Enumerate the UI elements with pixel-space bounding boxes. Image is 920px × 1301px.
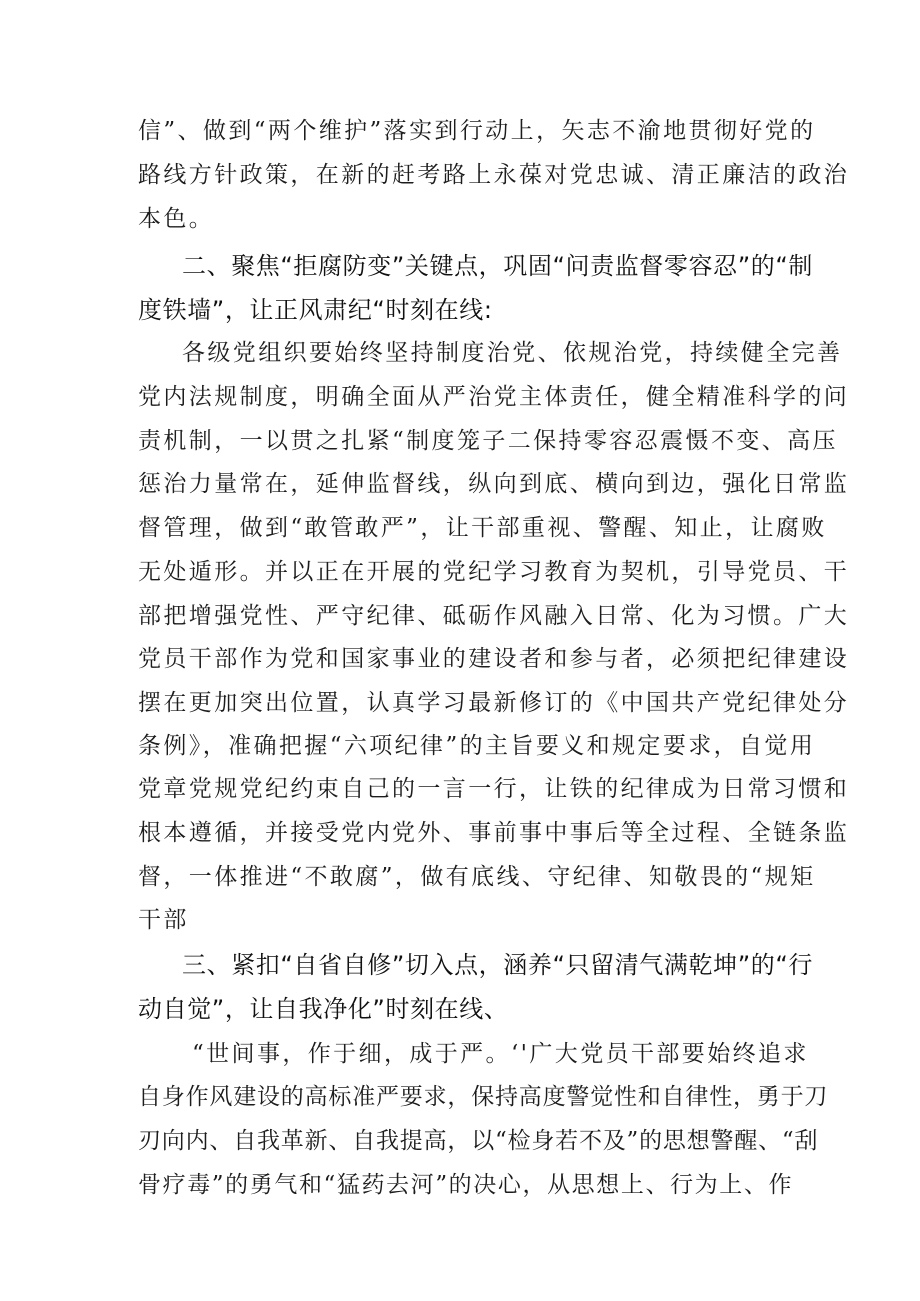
section2-heading-line-2: 度铁墙”，让正风肃纪“时刻在线: — [138, 296, 493, 324]
section2-body-line-3: 责机制，一以贯之扎紧“制度笼子二保持零容忍震慑不变、高压 — [138, 428, 838, 454]
section3-body-line-1: “世间事，作于细，成于严。‘'广大党员干部要始终追求 — [192, 1041, 809, 1067]
section2-body-line-1: 各级党组织要始终坚持制度治党、依规治党，持续健全完善 — [182, 340, 843, 366]
section2-body-line-2: 党内法规制度，明确全面从严治党主体责任，健全精准科学的问 — [138, 384, 850, 410]
section2-body-line-9: 摆在更加突出位置，认真学习最新修订的《中国共产党纪律处分 — [138, 690, 850, 716]
intro-line-2: 路线方针政策，在新的赶考路上永葆对党忠诚、清正廉洁的政治 — [138, 162, 850, 188]
intro-line-1: 信”、做到“两个维护”落实到行动上，矢志不渝地贯彻好党的 — [138, 118, 816, 144]
section3-body-line-4: 骨疗毒”的勇气和“猛药去河”的决心，从思想上、行为上、作 — [138, 1172, 794, 1198]
section2-body-line-5: 督管理，做到“敢管敢严”，让干部重视、警醒、知止，让腐败 — [138, 515, 827, 541]
section3-heading-line-2: 动自觉”，让自我净化”时刻在线、 — [138, 995, 509, 1023]
section2-body-line-13: 督，一体推进“不敢腐”，做有底线、守纪律、知敬畏的“规矩 — [138, 864, 816, 890]
section2-body-line-4: 惩治力量常在，延伸监督线，纵向到底、横向到边，强化日常监 — [138, 471, 850, 497]
section2-body-line-6: 无处遁形。并以正在开展的党纪学习教育为契机，引导党员、干 — [138, 559, 850, 585]
section2-body-line-10: 条例》，准确把握“六项纪律”的主旨要义和规定要求，自觉用 — [138, 733, 816, 759]
section3-body-line-3: 刃向内、自我革新、自我提高，以“检身若不及”的思想警醒、“刮 — [138, 1128, 819, 1154]
section2-body-line-14: 干部 — [138, 907, 189, 933]
section2-heading-line-1: 二、聚焦“拒腐防变”关键点，巩固“问责监督零容忍”的“制 — [182, 252, 813, 280]
section2-body-line-12: 根本遵循，并接受党内党外、事前事中事后等全过程、全链条监 — [138, 820, 850, 846]
section3-body-line-2: 自身作风建设的高标准严要求，保持高度警觉性和自律性，勇于刀 — [138, 1084, 829, 1110]
section2-body-line-8: 党员干部作为党和国家事业的建设者和参与者，必须把纪律建设 — [138, 646, 850, 672]
section2-body-line-7: 部把增强党性、严守纪律、砥砺作风融入日常、化为习惯。广大 — [138, 603, 850, 629]
section3-heading-line-1: 三、紧扣“自省自修”切入点，涵养“只留清气满乾坤”的“行 — [182, 951, 813, 979]
intro-line-3: 本色。 — [138, 206, 215, 232]
section2-body-line-11: 党章党规党纪约束自己的一言一行，让铁的纪律成为日常习惯和 — [138, 776, 850, 802]
